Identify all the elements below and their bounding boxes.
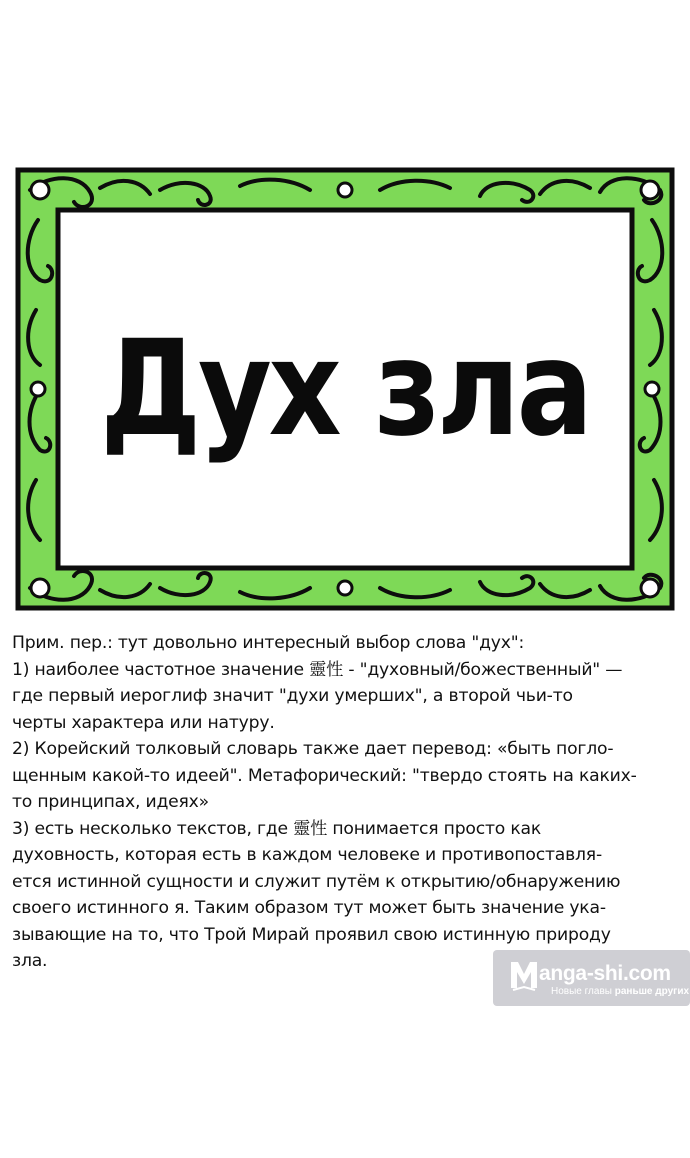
manga-logo-icon bbox=[509, 958, 539, 992]
page-title: Дух зла bbox=[100, 312, 590, 466]
note-line: то принципах, идеях» bbox=[12, 792, 209, 812]
note-line: зывающие на то, что Трой Мирай проявил свою истинную природу bbox=[12, 924, 611, 945]
watermark-tagline-part1: Новые главы bbox=[551, 986, 612, 997]
watermark-tagline-part2: раньше других bbox=[614, 986, 690, 997]
watermark-tagline bbox=[551, 986, 689, 997]
note-line: духовность, которая есть в каждом человеке и противопоставля- bbox=[12, 845, 602, 865]
note-line: черты характера или натуру. bbox=[12, 712, 275, 733]
note-line: ется истинной сущности и служит путём к открытию/обнаружению bbox=[12, 871, 621, 892]
note-line: 1) наиболее частотное значение 靈性 - "духовный/божественный" — bbox=[12, 659, 623, 680]
note-line: щенным какой-то идеей". Метафорический: "твердо стоять на каких- bbox=[12, 765, 637, 786]
note-line: своего истинного я. Таким образом тут может быть значение ука- bbox=[12, 898, 606, 918]
note-line: 3) есть несколько текстов, где 靈性 понимается просто как bbox=[12, 818, 542, 839]
note-line: зла. bbox=[12, 951, 48, 971]
note-line: 2) Корейский толковый словарь также дает перевод: «быть погло- bbox=[12, 739, 614, 759]
note-line: Прим. пер.: тут довольно интересный выбор слова "дух": bbox=[12, 633, 525, 653]
watermark-site-name: anga-shi.com bbox=[539, 962, 671, 985]
translator-notes bbox=[12, 630, 684, 975]
watermark-badge[interactable] bbox=[493, 950, 690, 1006]
note-line: где первый иероглиф значит "духи умерших", а второй чьи-то bbox=[12, 686, 573, 706]
